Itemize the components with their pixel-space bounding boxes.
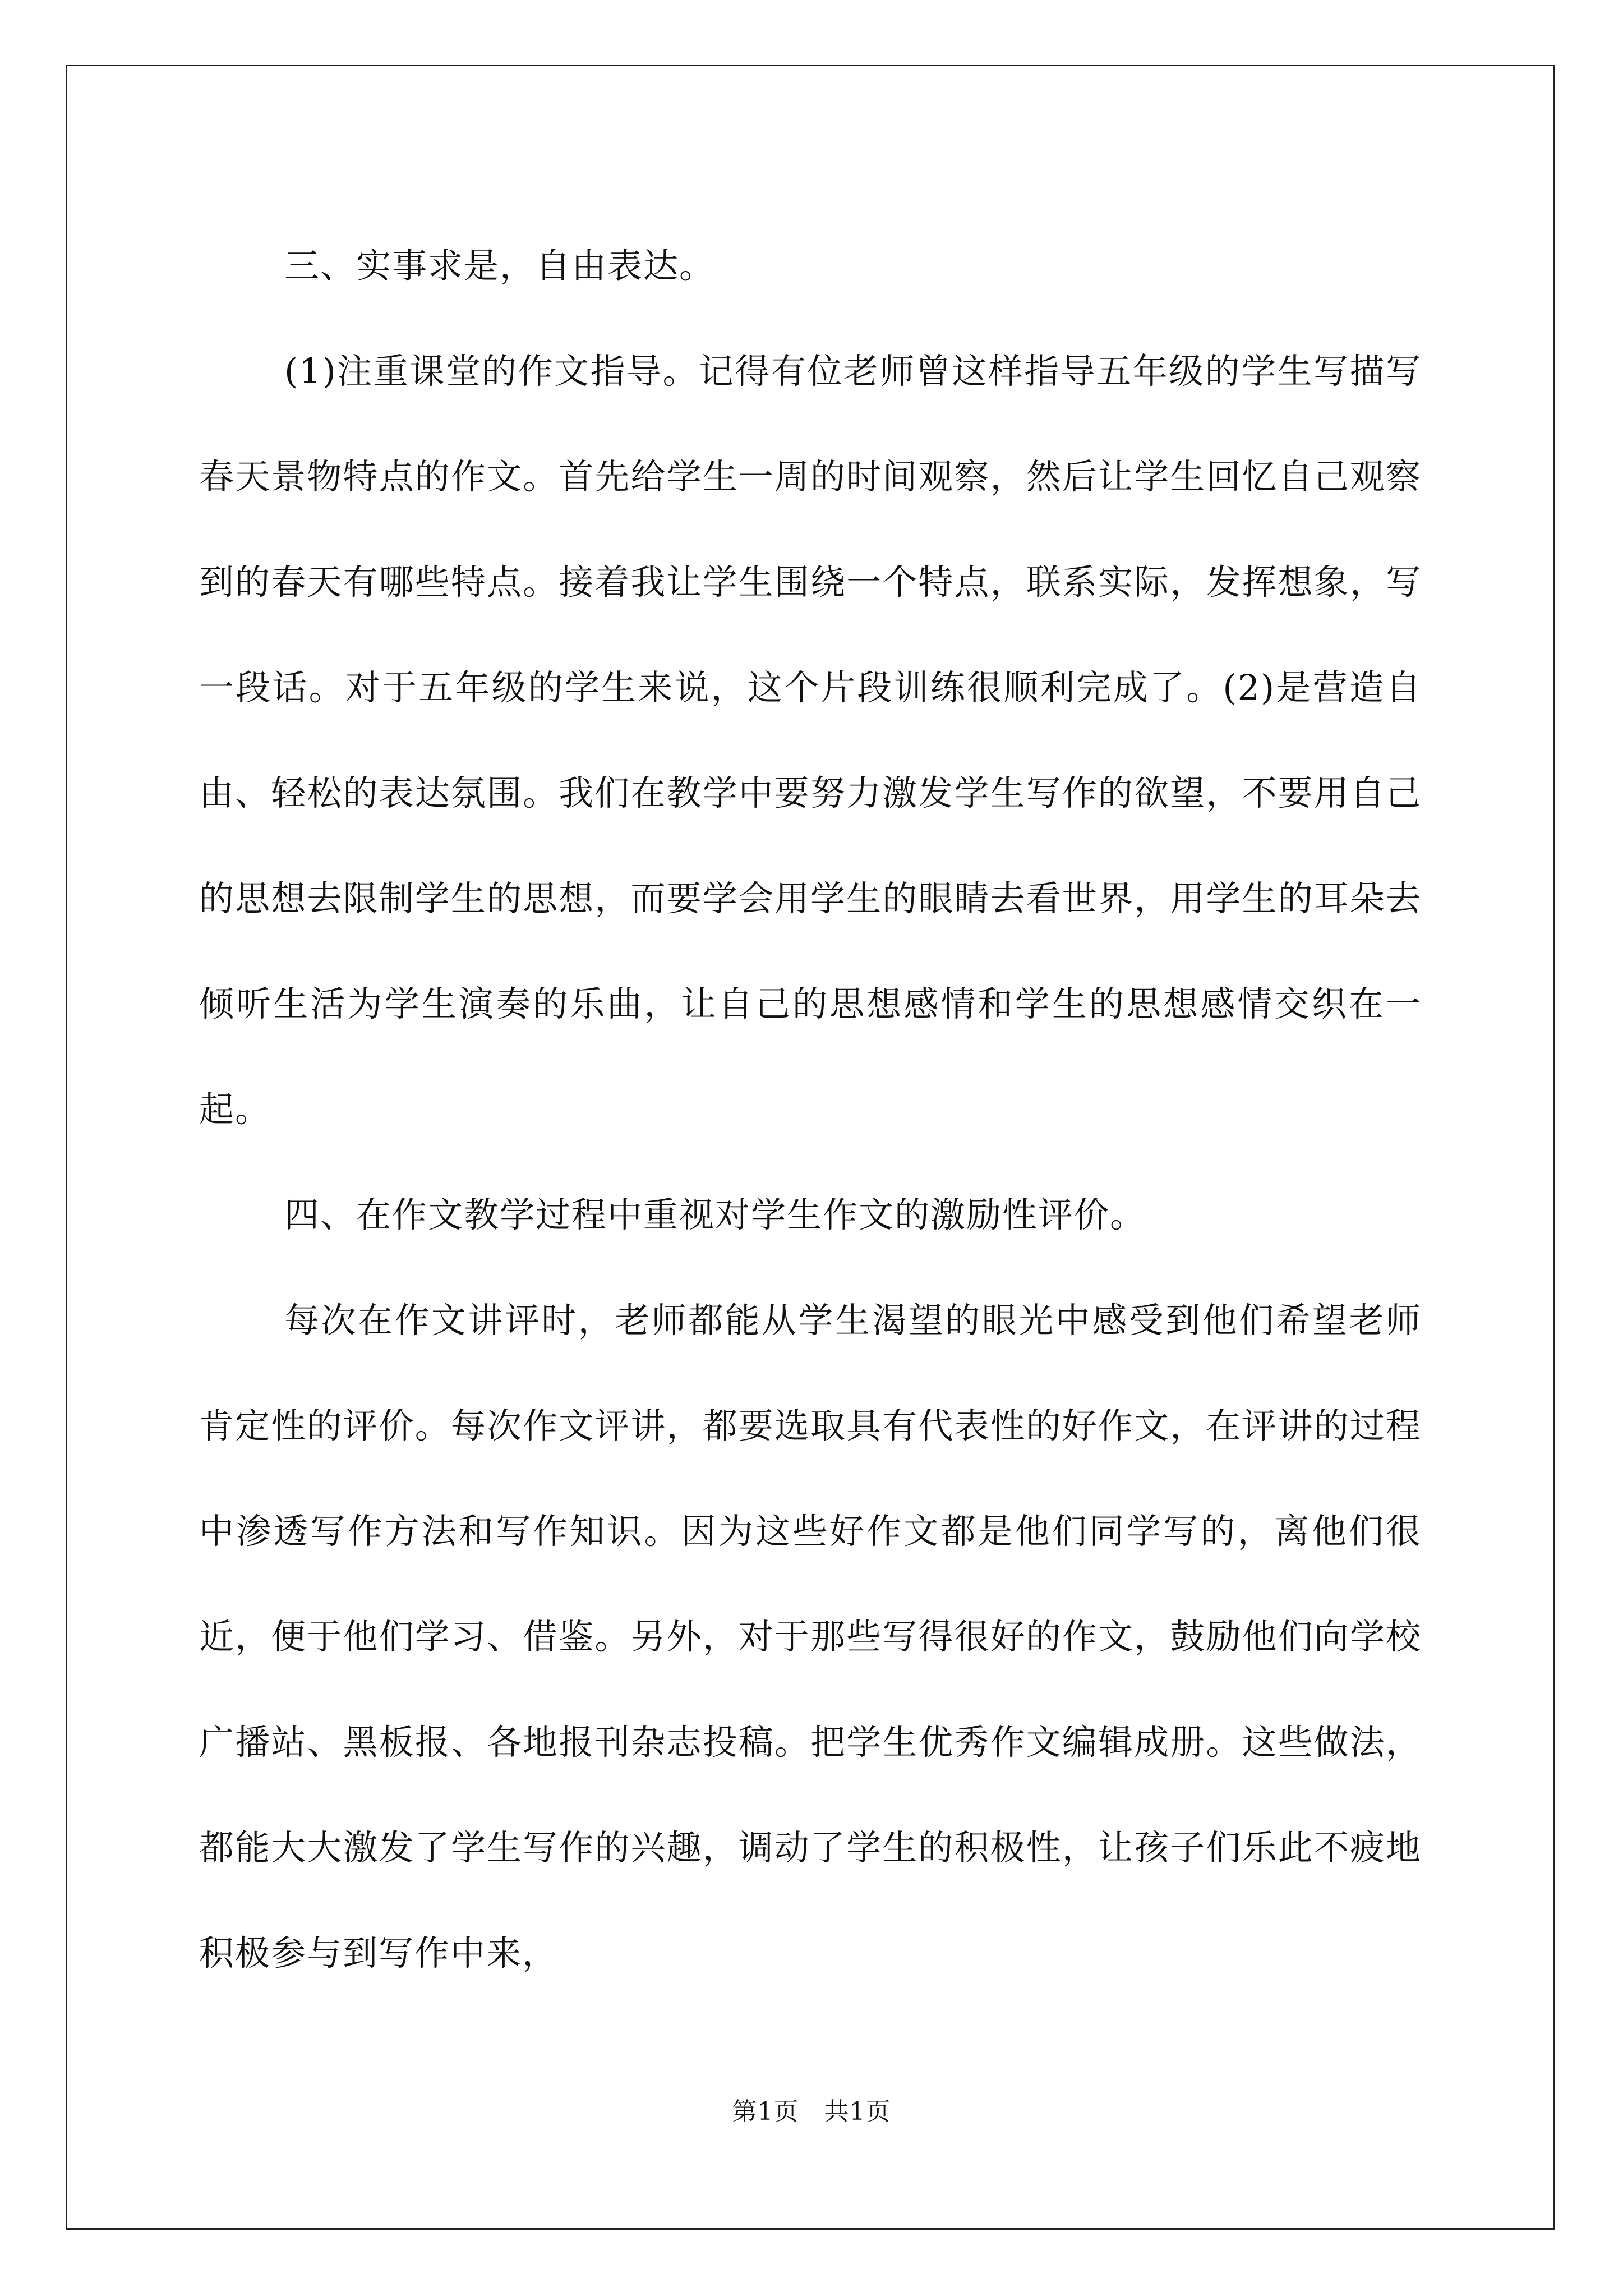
paragraph-classroom-guidance: (1)注重课堂的作文指导。记得有位老师曾这样指导五年级的学生写描写春天景物特点的作文。首先给学生一周的时间观察，然后让学生回忆自己观察到的春天有哪些特点。接着我让学生围绕一个特点，联系实际，发挥想象，写一段话。对于五年级的学生来说，这个片段训练很顺利完成了。(2)是营造自由、轻松的表达氛围。我们在教学中要努力激发学生写作的欲望，不要用自己的思想去限制学生的思想，而要学会用学生的眼睛去看世界，用学生的耳朵去倾听生活为学生演奏的乐曲，让自己的思想感情和学生的思想感情交织在一起。	[199, 351, 1422, 1130]
heading-section-four: 四、在作文教学过程中重视对学生作文的激励性评价。	[284, 1194, 1146, 1235]
page-number: 第1页	[732, 2097, 799, 2126]
page-total: 共1页	[824, 2097, 891, 2126]
paragraph-evaluation: 每次在作文讲评时，老师都能从学生渴望的眼光中感受到他们希望老师肯定性的评价。每次作文评讲，都要选取具有代表性的好作文，在评讲的过程中渗透写作方法和写作知识。因为这些好作文都是他们同学写的，离他们很近，便于他们学习、借鉴。另外，对于那些写得很好的作文，鼓励他们向学校广播站、黑板报、各地报刊杂志投稿。把学生优秀作文编辑成册。这些做法，都能大大激发了学生写作的兴趣，调动了学生的积极性，让孩子们乐此不疲地积极参与到写作中来，	[199, 1300, 1422, 1973]
heading-section-three: 三、实事求是，自由表达。	[284, 245, 716, 286]
page-footer	[0, 2091, 1623, 2127]
document-body	[199, 213, 1422, 2006]
